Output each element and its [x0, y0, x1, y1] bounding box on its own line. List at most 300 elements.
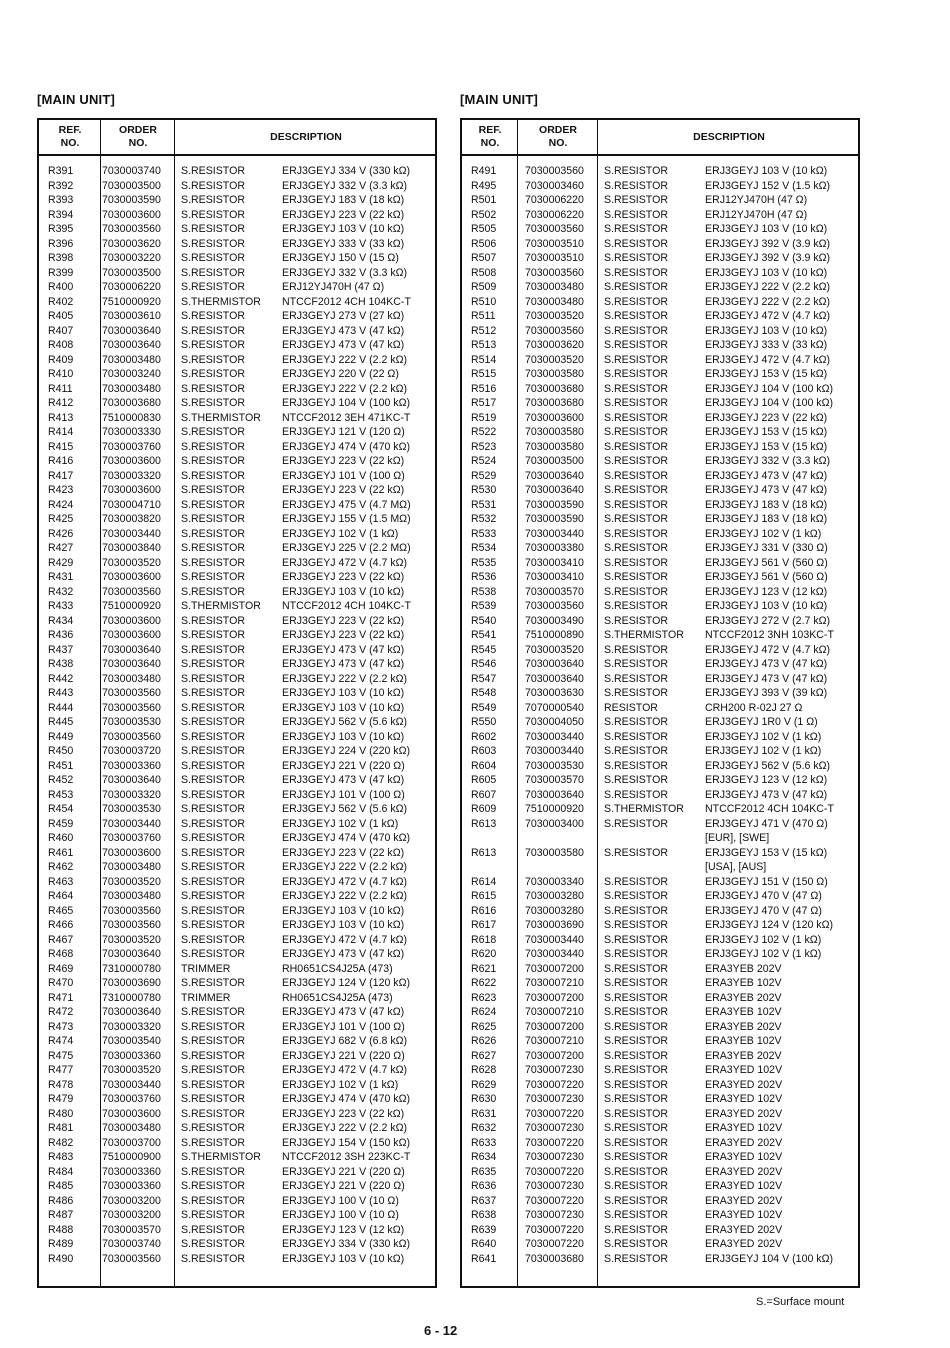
part-type-cell: S.RESISTOR: [181, 1180, 245, 1192]
ref-no-cell: R424: [48, 498, 74, 511]
table-row: [462, 802, 858, 817]
part-value-cell: ERJ3GEYJ 273 V (27 kΩ): [282, 310, 405, 322]
ref-no-cell: R467: [48, 933, 74, 946]
ref-no-cell: R533: [471, 527, 497, 540]
part-value-cell: ERJ3GEYJ 223 V (22 kΩ): [282, 846, 405, 859]
part-value-cell: ERJ3GEYJ 473 V (47 kΩ): [282, 948, 405, 960]
table-row: [462, 1034, 858, 1049]
ref-no-cell: R613: [471, 846, 497, 859]
table-row: [39, 280, 435, 295]
part-type-cell: S.RESISTOR: [604, 1064, 668, 1076]
part-value-cell: ERJ12YJ470H (47 Ω): [705, 194, 808, 206]
ref-no-cell: R609: [471, 803, 497, 815]
ref-no-cell: R547: [471, 672, 497, 685]
part-type-cell: S.RESISTOR: [181, 846, 245, 859]
part-type-cell: S.RESISTOR: [604, 687, 668, 699]
part-value-cell: ERJ3GEYJ 223 V (22 kΩ): [282, 1107, 405, 1120]
order-no-cell: 7310000780: [102, 991, 161, 1004]
part-type-cell: S.RESISTOR: [181, 310, 245, 322]
part-value-cell: RH0651CS4J25A (473): [282, 962, 393, 975]
table-row: [462, 759, 858, 774]
part-value-cell: ERJ3GEYJ 183 V (18 kΩ): [705, 498, 828, 511]
part-type-cell: S.RESISTOR: [604, 1078, 668, 1091]
table-row: [462, 860, 858, 875]
part-type-cell: S.RESISTOR: [604, 498, 668, 511]
ref-no-cell: R511: [471, 310, 496, 322]
part-type-cell: S.THERMISTOR: [604, 803, 684, 815]
part-value-cell: ERJ3GEYJ 562 V (5.6 kΩ): [282, 803, 408, 815]
ref-no-cell: R469: [48, 962, 74, 975]
table-row: [462, 976, 858, 991]
part-type-cell: S.RESISTOR: [604, 1151, 668, 1163]
order-no-cell: 7030003560: [102, 904, 161, 917]
ref-no-cell: R410: [48, 368, 74, 380]
order-no-cell: 7030003560: [102, 585, 161, 598]
order-no-cell: 7030003520: [525, 353, 584, 366]
part-type-cell: S.RESISTOR: [181, 455, 245, 467]
order-no-cell: 7030003560: [525, 266, 584, 279]
order-no-cell: 7030003360: [102, 1180, 161, 1192]
ref-no-cell: R460: [48, 832, 74, 844]
order-no-cell: 7030007220: [525, 1136, 584, 1149]
ref-no-cell: R477: [48, 1064, 74, 1076]
ref-no-cell: R628: [471, 1064, 497, 1076]
part-type-cell: S.RESISTOR: [604, 977, 668, 989]
part-value-cell: ERJ3GEYJ 154 V (150 kΩ): [282, 1136, 411, 1149]
part-type-cell: S.RESISTOR: [181, 759, 245, 772]
part-type-cell: S.RESISTOR: [181, 542, 245, 554]
part-type-cell: S.RESISTOR: [181, 324, 245, 337]
table-row: [39, 1165, 435, 1180]
order-no-cell: 7030003600: [525, 411, 584, 424]
order-no-cell: 7030003840: [102, 542, 161, 554]
ref-no-cell: R463: [48, 875, 74, 888]
table-row: [39, 1179, 435, 1194]
part-type-cell: S.RESISTOR: [604, 194, 668, 206]
part-type-cell: S.RESISTOR: [604, 890, 668, 902]
ref-no-cell: R549: [471, 701, 497, 714]
order-no-cell: 7030007220: [525, 1078, 584, 1091]
table-row: [462, 1223, 858, 1238]
ref-no-cell: R412: [48, 397, 74, 409]
table-row: [462, 1063, 858, 1078]
table-row: [462, 353, 858, 368]
order-no-cell: 7030003560: [525, 223, 584, 235]
ref-no-cell: R630: [471, 1093, 497, 1105]
order-no-cell: 7030003600: [102, 629, 161, 641]
part-value-cell: ERJ3GEYJ 101 V (100 Ω): [282, 469, 405, 482]
order-no-cell: 7030003520: [102, 1064, 161, 1076]
order-no-cell: 7030003340: [525, 875, 584, 888]
ref-no-cell: R475: [48, 1049, 74, 1062]
table-row: [462, 367, 858, 382]
table-row: [39, 628, 435, 643]
table-row: [462, 570, 858, 585]
order-no-cell: 7030003510: [525, 252, 584, 264]
table-row: [39, 817, 435, 832]
ref-no-cell: R434: [48, 614, 74, 627]
part-type-cell: S.RESISTOR: [604, 875, 668, 888]
part-type-cell: S.RESISTOR: [604, 1238, 668, 1250]
table-row: [462, 1136, 858, 1151]
order-no-cell: 7030003480: [525, 295, 584, 308]
ref-no-cell: R513: [471, 339, 497, 351]
table-row: [39, 933, 435, 948]
part-value-cell: ERJ3GEYJ 332 V (3.3 kΩ): [705, 455, 831, 467]
table-row: [39, 991, 435, 1006]
order-no-cell: 7030003580: [525, 426, 584, 438]
ref-no-cell: R532: [471, 513, 497, 525]
ref-no-cell: R407: [48, 324, 74, 337]
table-row: [39, 353, 435, 368]
part-value-cell: ERA3YEB 202V: [705, 962, 782, 975]
part-type-cell: S.RESISTOR: [181, 1252, 245, 1265]
ref-no-cell: R426: [48, 527, 74, 540]
ref-no-cell: R452: [48, 774, 74, 786]
part-value-cell: ERJ3GEYJ 222 V (2.2 kΩ): [282, 890, 408, 902]
part-value-cell: ERJ3GEYJ 153 V (15 kΩ): [705, 368, 828, 380]
part-type-cell: S.RESISTOR: [181, 832, 245, 844]
ref-no-cell: R501: [471, 194, 497, 206]
order-no-cell: 7030003480: [102, 382, 161, 395]
table-row: [462, 164, 858, 179]
order-no-cell: 7030003560: [525, 324, 584, 337]
part-type-cell: S.RESISTOR: [181, 1093, 245, 1105]
part-type-cell: S.RESISTOR: [604, 1006, 668, 1018]
order-no-cell: 7510000920: [102, 600, 161, 612]
part-value-cell: ERJ3GEYJ 334 V (330 kΩ): [282, 165, 411, 177]
order-no-cell: 7030003560: [525, 165, 584, 177]
ref-no-cell: R462: [48, 861, 74, 873]
table-row: [462, 614, 858, 629]
order-no-cell: 7030003520: [102, 933, 161, 946]
ref-no-cell: R474: [48, 1035, 74, 1047]
part-value-cell: ERJ3GEYJ 222 V (2.2 kΩ): [282, 672, 408, 685]
ref-no-cell: R605: [471, 774, 497, 786]
part-type-cell: S.RESISTOR: [604, 658, 668, 670]
part-value-cell: ERJ3GEYJ 473 V (47 kΩ): [282, 324, 405, 337]
table-row: [39, 643, 435, 658]
order-no-cell: 7030003690: [102, 977, 161, 989]
ref-no-cell: R604: [471, 759, 497, 772]
part-type-cell: S.THERMISTOR: [181, 1151, 261, 1163]
part-type-cell: S.RESISTOR: [604, 556, 668, 569]
table-row: [39, 860, 435, 875]
table-row: [39, 1121, 435, 1136]
part-value-cell: ERJ3GEYJ 103 V (10 kΩ): [282, 701, 405, 714]
order-no-cell: 7030003640: [525, 484, 584, 496]
part-value-cell: ERJ3GEYJ 103 V (10 kΩ): [705, 324, 828, 337]
part-value-cell: ERJ3GEYJ 392 V (3.9 kΩ): [705, 252, 831, 264]
part-value-cell: ERA3YEB 202V: [705, 1020, 782, 1033]
part-value-cell: ERA3YED 202V: [705, 1165, 783, 1178]
table-row: [39, 1063, 435, 1078]
order-no-cell: 7030003570: [525, 585, 584, 598]
part-value-cell: ERJ3GEYJ 124 V (120 kΩ): [705, 919, 834, 931]
order-no-cell: 7030003360: [102, 1165, 161, 1178]
part-type-cell: S.RESISTOR: [604, 614, 668, 627]
part-value-cell: ERJ3GEYJ 475 V (4.7 MΩ): [282, 498, 411, 511]
ref-no-cell: R491: [471, 165, 497, 177]
ref-no-cell: R634: [471, 1151, 497, 1163]
ref-no-cell: R431: [48, 571, 74, 583]
part-type-cell: S.RESISTOR: [604, 368, 668, 380]
table-row: [39, 440, 435, 455]
table-row: [462, 1237, 858, 1252]
part-value-cell: ERA3YEB 102V: [705, 1006, 782, 1018]
ref-no-cell: R622: [471, 977, 497, 989]
part-type-cell: S.RESISTOR: [604, 962, 668, 975]
part-type-cell: S.RESISTOR: [181, 774, 245, 786]
table-row: [462, 309, 858, 324]
table-row: [39, 1208, 435, 1223]
part-value-cell: ERJ3GEYJ 123 V (12 kΩ): [705, 585, 828, 598]
order-no-cell: 7030003600: [102, 455, 161, 467]
order-no-cell: 7510000830: [102, 411, 161, 424]
order-no-cell: 7510000890: [525, 629, 584, 641]
order-no-cell: 7030003410: [525, 571, 584, 583]
order-no-cell: 7030003690: [525, 919, 584, 931]
part-value-cell: ERJ3GEYJ 392 V (3.9 kΩ): [705, 237, 831, 250]
part-value-cell: ERJ3GEYJ 561 V (560 Ω): [705, 556, 828, 569]
part-type-cell: S.RESISTOR: [181, 252, 245, 264]
ref-no-cell: R505: [471, 223, 497, 235]
table-row: [39, 875, 435, 890]
part-value-cell: ERJ3GEYJ 102 V (1 kΩ): [705, 745, 822, 757]
ref-no-cell: R509: [471, 281, 497, 293]
table-row: [462, 1121, 858, 1136]
ref-no-cell: R603: [471, 745, 497, 757]
order-no-cell: 7030003560: [102, 687, 161, 699]
table-row: [39, 382, 435, 397]
ref-no-cell: R443: [48, 687, 74, 699]
part-value-cell: ERJ3GEYJ 473 V (47 kΩ): [705, 788, 828, 801]
part-value-cell: ERJ3GEYJ 472 V (4.7 kΩ): [705, 310, 831, 322]
ref-no-cell: R409: [48, 353, 74, 366]
footnote: S.=Surface mount: [756, 1296, 845, 1308]
table-row: [39, 947, 435, 962]
left-section-title: [MAIN UNIT]: [37, 92, 116, 107]
table-row: [462, 701, 858, 716]
ref-no-cell: R466: [48, 919, 74, 931]
part-value-cell: NTCCF2012 3SH 223KC-T: [282, 1151, 411, 1163]
order-no-cell: 7030007230: [525, 1093, 584, 1105]
part-type-cell: S.RESISTOR: [604, 455, 668, 467]
part-value-cell: ERJ3GEYJ 102 V (1 kΩ): [282, 527, 399, 540]
part-value-cell: ERJ3GEYJ 222 V (2.2 kΩ): [282, 861, 408, 873]
order-no-cell: 7030003600: [102, 571, 161, 583]
ref-no-cell: R436: [48, 629, 74, 641]
order-no-cell: 7030003440: [102, 817, 161, 830]
part-type-cell: S.RESISTOR: [604, 237, 668, 250]
order-no-cell: 7030003600: [102, 208, 161, 221]
part-type-cell: S.RESISTOR: [604, 353, 668, 366]
order-no-cell: 7030003640: [525, 658, 584, 670]
ref-no-cell: R479: [48, 1093, 74, 1105]
part-value-cell: ERJ3GEYJ 103 V (10 kΩ): [282, 223, 405, 235]
part-type-cell: S.RESISTOR: [604, 817, 668, 830]
ref-no-cell: R425: [48, 513, 74, 525]
ref-no-cell: R486: [48, 1194, 74, 1207]
table-row: [39, 1150, 435, 1165]
order-no-cell: 7030003580: [525, 846, 584, 859]
part-type-cell: S.RESISTOR: [604, 1165, 668, 1178]
left-parts-table: [37, 118, 437, 1288]
table-row: [39, 1005, 435, 1020]
table-row: [462, 918, 858, 933]
part-type-cell: S.RESISTOR: [181, 1020, 245, 1033]
part-type-cell: S.RESISTOR: [604, 266, 668, 279]
part-value-cell: ERJ3GEYJ 151 V (150 Ω): [705, 875, 828, 888]
order-no-header: ORDER NO.: [539, 124, 577, 149]
ref-no-cell: R638: [471, 1209, 497, 1221]
ref-no-cell: R454: [48, 803, 74, 815]
ref-no-cell: R615: [471, 890, 497, 902]
part-value-cell: ERJ3GEYJ 104 V (100 kΩ): [705, 1252, 834, 1265]
order-no-cell: 7030003320: [102, 788, 161, 801]
order-no-cell: 7030003510: [525, 237, 584, 250]
table-row: [462, 469, 858, 484]
table-row: [462, 1194, 858, 1209]
order-no-cell: 7030003680: [525, 1252, 584, 1265]
table-row: [39, 164, 435, 179]
part-type-cell: S.RESISTOR: [181, 266, 245, 279]
ref-no-cell: R495: [471, 179, 497, 192]
part-type-cell: S.RESISTOR: [181, 498, 245, 511]
table-row: [39, 918, 435, 933]
ref-no-cell: R510: [471, 295, 497, 308]
table-row: [39, 672, 435, 687]
ref-no-cell: R391: [48, 165, 74, 177]
page-number: 6 - 12: [424, 1323, 458, 1338]
part-value-cell: ERJ3GEYJ 471 V (470 Ω): [705, 817, 828, 830]
part-type-cell: S.RESISTOR: [604, 759, 668, 772]
ref-no-cell: R529: [471, 469, 497, 482]
part-type-cell: S.RESISTOR: [604, 919, 668, 931]
order-no-cell: 7030003500: [102, 266, 161, 279]
table-row: [462, 1107, 858, 1122]
part-type-cell: S.RESISTOR: [604, 1209, 668, 1221]
part-type-cell: S.RESISTOR: [181, 1165, 245, 1178]
part-value-cell: ERJ3GEYJ 100 V (10 Ω): [282, 1194, 399, 1207]
part-type-cell: S.RESISTOR: [181, 397, 245, 409]
part-type-cell: S.RESISTOR: [604, 1180, 668, 1192]
right-section-title: [MAIN UNIT]: [460, 92, 539, 107]
table-row: [462, 411, 858, 426]
table-row: [39, 744, 435, 759]
table-row: [462, 454, 858, 469]
table-row: [462, 237, 858, 252]
order-no-cell: 7030003590: [525, 513, 584, 525]
part-type-cell: S.RESISTOR: [604, 846, 668, 859]
part-type-cell: S.RESISTOR: [181, 1136, 245, 1149]
table-row: [39, 976, 435, 991]
ref-no-cell: R626: [471, 1035, 497, 1047]
ref-no-cell: R416: [48, 455, 74, 467]
table-row: [39, 411, 435, 426]
table-row: [462, 512, 858, 527]
table-row: [39, 266, 435, 281]
part-type-cell: S.RESISTOR: [604, 223, 668, 235]
order-no-cell: 7030003520: [525, 310, 584, 322]
table-row: [462, 1150, 858, 1165]
order-no-cell: 7030003480: [102, 672, 161, 685]
table-row: [462, 831, 858, 846]
order-no-cell: 7030003530: [102, 716, 161, 728]
part-value-cell: ERJ3GEYJ 472 V (4.7 kΩ): [705, 353, 831, 366]
part-value-cell: ERJ3GEYJ 222 V (2.2 kΩ): [282, 382, 408, 395]
ref-no-cell: R631: [471, 1107, 497, 1120]
part-type-cell: S.RESISTOR: [181, 803, 245, 815]
ref-no-cell: R546: [471, 658, 497, 670]
ref-no-cell: R396: [48, 237, 74, 250]
part-type-cell: S.RESISTOR: [181, 919, 245, 931]
part-value-cell: ERJ3GEYJ 155 V (1.5 MΩ): [282, 513, 411, 525]
ref-no-cell: R502: [471, 208, 497, 221]
order-no-cell: 7030003480: [525, 281, 584, 293]
part-value-cell: ERJ3GEYJ 473 V (47 kΩ): [282, 658, 405, 670]
order-no-cell: 7030003380: [525, 542, 584, 554]
order-no-cell: 7030003520: [102, 875, 161, 888]
order-no-cell: 7030003640: [102, 324, 161, 337]
part-type-cell: S.RESISTOR: [604, 310, 668, 322]
part-type-cell: S.THERMISTOR: [181, 600, 261, 612]
part-value-cell: ERA3YED 102V: [705, 1122, 783, 1134]
ref-no-cell: R485: [48, 1180, 74, 1192]
order-no-cell: 7030007220: [525, 1165, 584, 1178]
order-no-cell: 7030003760: [102, 1093, 161, 1105]
part-value-cell: ERJ3GEYJ 123 V (12 kΩ): [282, 1223, 405, 1236]
table-row: [39, 179, 435, 194]
ref-no-cell: R453: [48, 788, 74, 801]
ref-no-cell: R535: [471, 556, 497, 569]
part-type-cell: S.RESISTOR: [181, 368, 245, 380]
part-type-cell: S.RESISTOR: [181, 643, 245, 656]
order-no-cell: 7030003460: [525, 179, 584, 192]
ref-no-cell: R617: [471, 919, 497, 931]
part-value-cell: ERJ3GEYJ 103 V (10 kΩ): [282, 919, 405, 931]
order-no-cell: 7030003640: [102, 774, 161, 786]
order-no-cell: 7030003640: [525, 788, 584, 801]
ref-no-cell: R483: [48, 1151, 74, 1163]
table-row: [462, 440, 858, 455]
ref-no-header: REF. NO.: [58, 124, 82, 149]
table-row: [462, 672, 858, 687]
part-type-cell: S.RESISTOR: [604, 527, 668, 540]
part-value-cell: ERJ3GEYJ 220 V (22 Ω): [282, 368, 399, 380]
part-type-cell: S.RESISTOR: [604, 165, 668, 177]
table-row: [462, 991, 858, 1006]
table-row: [39, 193, 435, 208]
ref-no-cell: R408: [48, 339, 74, 351]
ref-no-cell: R524: [471, 455, 497, 467]
order-no-cell: 7030003500: [102, 179, 161, 192]
table-row: [462, 193, 858, 208]
table-row: [39, 208, 435, 223]
part-value-cell: ERJ3GEYJ 103 V (10 kΩ): [282, 730, 405, 743]
ref-no-cell: R632: [471, 1122, 497, 1134]
table-row: [39, 730, 435, 745]
part-value-cell: ERJ3GEYJ 393 V (39 kΩ): [705, 687, 828, 699]
order-no-cell: 7030003640: [525, 672, 584, 685]
table-row: [39, 585, 435, 600]
table-row: [39, 570, 435, 585]
ref-no-cell: R470: [48, 977, 74, 989]
order-no-cell: 7030003680: [102, 397, 161, 409]
part-value-cell: ERJ3GEYJ 224 V (220 kΩ): [282, 745, 411, 757]
ref-no-cell: R621: [471, 962, 497, 975]
part-type-cell: S.THERMISTOR: [181, 295, 261, 308]
